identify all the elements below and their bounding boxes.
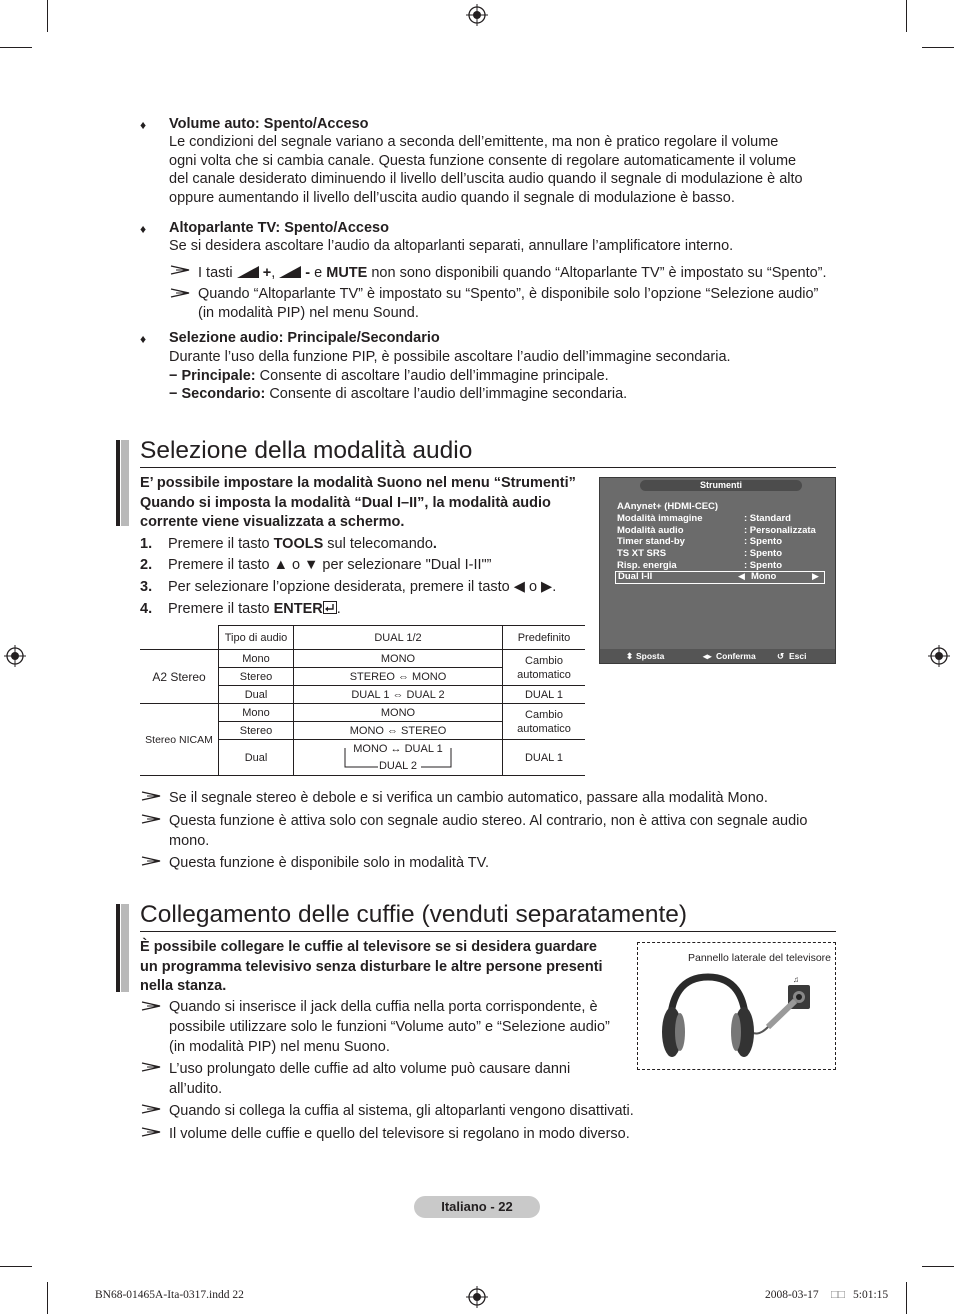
- page-number-badge: Italiano - 22: [414, 1196, 540, 1218]
- menu-row-value: : Personalizzata: [744, 525, 816, 536]
- audio-mode-table: [140, 625, 585, 776]
- table-cell: STEREO ⇔ MONO: [294, 668, 503, 686]
- volume-icon: [237, 266, 259, 278]
- volume-icon: [279, 266, 301, 278]
- registration-mark-icon: [466, 4, 488, 26]
- arrow-left-icon[interactable]: ◀: [738, 571, 745, 581]
- leftright-icon: ◂▸: [703, 651, 712, 661]
- heading-bar: [121, 440, 129, 526]
- table-cell: Mono: [219, 704, 294, 722]
- heading-bar: [116, 904, 120, 992]
- heading-rule: [140, 931, 836, 932]
- table-cell: DUAL 1: [503, 740, 586, 776]
- step-item: 2. Premere il tasto ▲ o ▼ per selezionare "Dual I-II"”: [140, 557, 492, 573]
- note-arrow-icon: [141, 1062, 161, 1072]
- note-arrow-icon: [141, 1127, 161, 1137]
- tv-tools-menu: [599, 477, 836, 664]
- section-heading: Selezione della modalità audio: [140, 437, 473, 464]
- table-cell: DUAL 1 ⇔ DUAL 2: [294, 686, 503, 704]
- item-title: Altoparlante TV: Spento/Acceso: [169, 220, 389, 236]
- item-title: Volume auto: Spento/Acceso: [169, 116, 369, 132]
- heading-bar: [121, 904, 129, 992]
- section-intro: E’ possibile impostare la modalità Suono nel menu “Strumenti” Quando si imposta la modalità “Dual I–II”, la modalità audio corrente viene visualizzata a schermo.: [140, 475, 576, 530]
- registration-mark-icon: [466, 1286, 488, 1308]
- table-cell: Dual: [219, 740, 294, 776]
- bullet-icon: ♦: [140, 118, 147, 132]
- table-header: Tipo di audio: [219, 626, 294, 650]
- item-title: Selezione audio: Principale/Secondario: [169, 330, 440, 346]
- updown-icon: ⬍: [626, 651, 634, 661]
- section-heading: Collegamento delle cuffie (venduti separatamente): [140, 901, 688, 928]
- headphones-icon: [656, 969, 832, 1065]
- note-text: Quando “Altoparlante TV” è impostato su “Spento”, è disponibile solo l’opzione “Selezione audio” (in modalità PIP) nel menu Sound.: [198, 286, 819, 321]
- table-cell: Cambio automatico: [503, 650, 586, 686]
- note-text: Questa funzione è disponibile solo in modalità TV.: [169, 855, 490, 871]
- table-cell: Dual: [219, 686, 294, 704]
- table-cell: MONO ↔ DUAL 1 DUAL 2: [294, 740, 503, 776]
- loop-arrow-icon: [342, 748, 454, 772]
- menu-row-label[interactable]: AAnynet+ (HDMI-CEC): [617, 501, 719, 512]
- note-arrow-icon: [170, 288, 190, 298]
- print-date: 2008-03-17: [765, 1289, 819, 1301]
- bullet-icon: ♦: [140, 222, 147, 236]
- note-text: I tasti +, - e MUTE non sono disponibili quando “Altoparlante TV” è impostato su “Spento”.: [198, 265, 827, 281]
- enter-icon: [323, 601, 337, 614]
- svg-text:♫: ♫: [793, 975, 799, 984]
- menu-row-selected[interactable]: Dual I-II ◀ Mono ▶: [615, 571, 825, 584]
- print-file-name: BN68-01465A-Ita-0317.indd 22: [95, 1289, 244, 1301]
- item-body: Se si desidera ascoltare l’audio da altoparlanti separati, annullare l’amplificatore interno.: [169, 238, 734, 254]
- menu-row-value: : Spento: [744, 548, 782, 559]
- table-cell: Cambio automatico: [503, 704, 586, 740]
- figure-caption: Pannello laterale del televisore: [687, 952, 831, 964]
- table-cell: DUAL 1: [503, 686, 586, 704]
- step-item: 3. Per selezionare l’opzione desiderata, premere il tasto ◀ o ▶.: [140, 579, 557, 595]
- note-arrow-icon: [141, 856, 161, 866]
- table-cell: Mono: [219, 650, 294, 668]
- note-arrow-icon: [141, 1104, 161, 1114]
- menu-row-value: : Spento: [744, 536, 782, 547]
- table-cell: Stereo: [219, 668, 294, 686]
- table-cell: MONO: [294, 650, 503, 668]
- print-placeholder-glyphs: □□: [831, 1289, 845, 1301]
- menu-row-value: : Spento: [744, 560, 782, 571]
- print-time: 5:01:15: [853, 1289, 889, 1301]
- heading-bar: [116, 440, 120, 526]
- menu-title: Strumenti: [640, 480, 802, 491]
- menu-row-value: : Standard: [744, 513, 791, 524]
- table-header: DUAL 1/2: [294, 626, 503, 650]
- table-cell: Stereo NICAM: [140, 704, 219, 776]
- registration-mark-icon: [4, 645, 26, 667]
- item-body: Le condizioni del segnale variano a seconda dell’emittente, ma non è pratico regolare il volume ogni volta che si cambia canale. Questa funzione consente di regolare automaticamente il volume del canale desiderato diminuendo il livello dell’uscita audio quando il segnale di modulazione è alto oppure aumentando il livello dell’uscita audio quando il segnale di modulazione è basso.: [169, 134, 803, 206]
- bullet-icon: ♦: [140, 332, 147, 346]
- heading-rule: [140, 467, 836, 468]
- note-arrow-icon: [141, 1001, 161, 1011]
- table-cell: Stereo: [219, 722, 294, 740]
- note-arrow-icon: [141, 814, 161, 824]
- step-item: 1. Premere il tasto TOOLS sul telecomando.: [140, 536, 437, 552]
- menu-footer: ⬍ Sposta ◂▸ Conferma ↺ Esci: [600, 649, 835, 663]
- table-header: Predefinito: [503, 626, 586, 650]
- return-icon: ↺: [777, 651, 785, 661]
- menu-row-label[interactable]: TS XT SRS: [617, 548, 667, 559]
- headphone-connection-figure: [637, 942, 836, 1070]
- table-cell: MONO ⇔ STEREO: [294, 722, 503, 740]
- table-cell: MONO: [294, 704, 503, 722]
- item-body: Durante l’uso della funzione PIP, è possibile ascoltare l’audio dell’immagine secondaria. − Principale: Consente di ascoltare l’audio dell’immagine principale. − Secondario: Consente di ascoltare l’audio dell’immagine secondaria.: [169, 349, 731, 402]
- menu-row-label[interactable]: Modalità immagine: [617, 513, 703, 524]
- registration-mark-icon: [928, 645, 950, 667]
- note-text: Se il segnale stereo è debole e si verifica un cambio automatico, passare alla modalità Mono.: [169, 790, 768, 806]
- menu-row-label[interactable]: Timer stand-by: [617, 536, 685, 547]
- note-text: L’uso prolungato delle cuffie ad alto volume può causare danni all’udito.: [169, 1061, 571, 1097]
- note-arrow-icon: [141, 791, 161, 801]
- note-text: Questa funzione è attiva solo con segnale audio stereo. Al contrario, non è attiva con segnale audio mono.: [169, 813, 808, 849]
- note-text: Il volume delle cuffie e quello del televisore si regolano in modo diverso.: [169, 1126, 630, 1142]
- note-arrow-icon: [170, 265, 190, 275]
- note-text: Quando si inserisce il jack della cuffia nella porta corrispondente, è possibile utilizzare solo le funzioni “Volume auto” e “Selezione audio” (in modalità PIP) nel menu Suono.: [169, 999, 610, 1055]
- step-item: 4. Premere il tasto ENTER .: [140, 601, 341, 617]
- arrow-right-icon[interactable]: ▶: [812, 571, 819, 581]
- table-cell: A2 Stereo: [140, 650, 219, 704]
- section-intro: È possibile collegare le cuffie al televisore se si desidera guardare un programma televisivo senza disturbare le altre persone presenti nella stanza.: [140, 939, 603, 994]
- menu-row-label[interactable]: Risp. energia: [617, 560, 677, 571]
- note-text: Quando si collega la cuffia al sistema, gli altoparlanti vengono disattivati.: [169, 1103, 634, 1119]
- menu-row-label[interactable]: Modalità audio: [617, 525, 684, 536]
